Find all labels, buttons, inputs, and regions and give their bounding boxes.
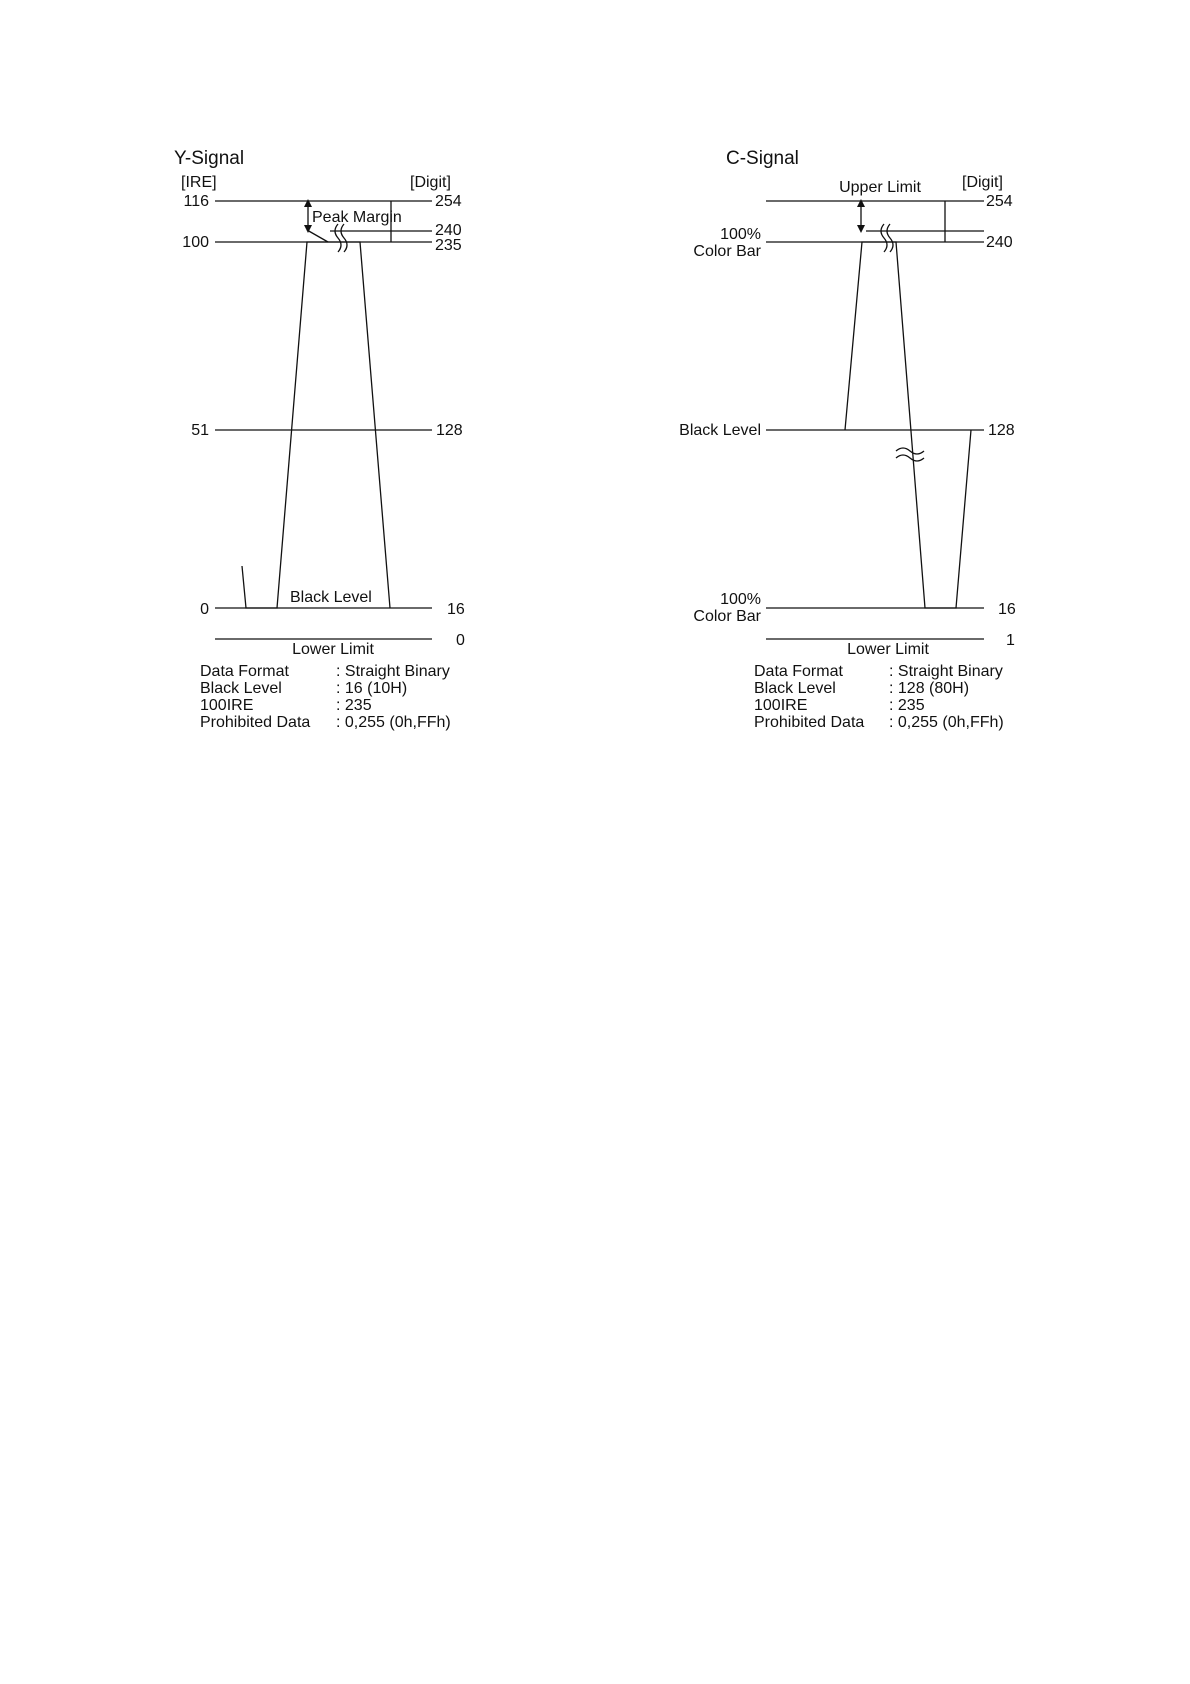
y-info-value: : 235 [336, 697, 372, 714]
c-color-bar-bottom-label-1: 100% [720, 591, 761, 608]
c-info-block [754, 663, 1004, 731]
y-break-mark-1 [335, 224, 341, 252]
y-signal-title: Y-Signal [174, 148, 245, 169]
c-break-mark-2 [887, 224, 893, 252]
c-info-key: Prohibited Data [754, 714, 865, 731]
y-digit-254-label: 254 [435, 193, 462, 210]
c-black-level-label: Black Level [679, 422, 761, 439]
y-peak-margin-label: Peak Margin [312, 209, 402, 226]
c-color-bar-top-label-2: Color Bar [693, 243, 761, 260]
y-digit-unit-label: [Digit] [410, 174, 451, 191]
y-info-value: : 16 (10H) [336, 680, 408, 697]
y-info-key: Data Format [200, 663, 289, 680]
y-signal-diagram [174, 148, 465, 731]
y-info-block [200, 663, 451, 731]
c-color-bar-top-label-1: 100% [720, 226, 761, 243]
y-digit-240-label: 240 [435, 222, 462, 239]
c-info-value: : Straight Binary [889, 663, 1003, 680]
y-lower-limit-label: Lower Limit [292, 641, 374, 658]
y-black-level-label: Black Level [290, 589, 372, 606]
c-digit-1-label: 1 [1006, 632, 1015, 649]
y-info-key: Black Level [200, 680, 282, 697]
y-ire-0-label: 0 [200, 601, 209, 618]
c-digit-240-label: 240 [986, 234, 1013, 251]
y-ire-100-label: 100 [182, 234, 209, 251]
y-info-value: : Straight Binary [336, 663, 450, 680]
c-signal-waveform [845, 242, 971, 608]
c-digit-128-label: 128 [988, 422, 1015, 439]
y-ire-116-label: 116 [183, 193, 209, 210]
c-upper-limit-label: Upper Limit [839, 179, 921, 196]
c-signal-diagram [679, 148, 1016, 731]
y-ire-unit-label: [IRE] [181, 174, 217, 191]
y-digit-0-label: 0 [456, 632, 465, 649]
c-digit-16-label: 16 [998, 601, 1016, 618]
c-info-key: Black Level [754, 680, 836, 697]
y-break-mark-2 [341, 224, 347, 252]
c-info-value: : 235 [889, 697, 925, 714]
c-digit-unit-label: [Digit] [962, 174, 1003, 191]
c-color-bar-bottom-label-2: Color Bar [693, 608, 761, 625]
c-info-value: : 0,255 (0h,FFh) [889, 714, 1004, 731]
c-break-mark-3 [896, 448, 924, 454]
y-digit-128-label: 128 [436, 422, 463, 439]
y-info-value: : 0,255 (0h,FFh) [336, 714, 451, 731]
y-digit-235-label: 235 [435, 237, 462, 254]
c-break-mark-1 [881, 224, 887, 252]
c-digit-254-label: 254 [986, 193, 1013, 210]
c-signal-title: C-Signal [726, 148, 799, 169]
y-peak-slope [307, 230, 328, 242]
c-info-key: Data Format [754, 663, 843, 680]
c-info-key: 100IRE [754, 697, 808, 714]
y-info-key: 100IRE [200, 697, 254, 714]
c-lower-limit-label: Lower Limit [847, 641, 929, 658]
c-info-value: : 128 (80H) [889, 680, 970, 697]
y-signal-waveform [242, 242, 390, 608]
y-info-key: Prohibited Data [200, 714, 311, 731]
y-digit-16-label: 16 [447, 601, 465, 618]
y-ire-51-label: 51 [191, 422, 209, 439]
c-break-mark-4 [896, 455, 924, 461]
